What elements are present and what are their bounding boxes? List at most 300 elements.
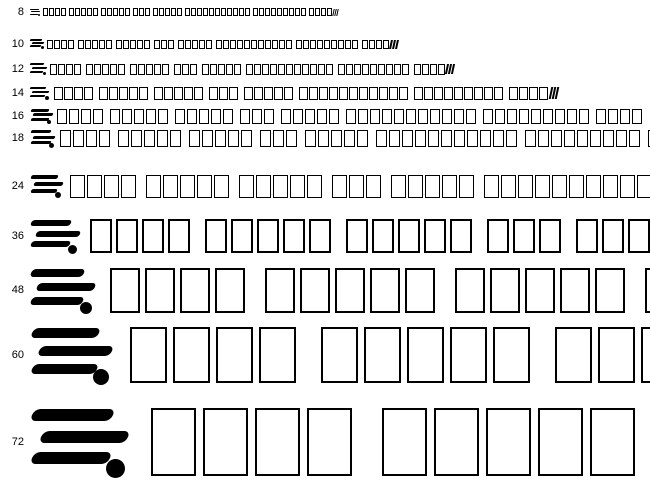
missing-glyph-box: [467, 130, 478, 147]
glyph-run: [54, 87, 548, 100]
missing-glyph-box: [106, 40, 112, 49]
missing-glyph-box: [271, 8, 276, 16]
glyph-word: [296, 40, 358, 49]
missing-glyph-box: [293, 109, 303, 124]
missing-glyph-box: [415, 130, 426, 147]
missing-glyph-box: [74, 64, 81, 75]
missing-glyph-box: [579, 109, 589, 124]
glyph-run: [90, 219, 650, 253]
missing-glyph-box: [424, 87, 433, 100]
glyph-word: [174, 64, 197, 75]
missing-glyph-box: [55, 8, 60, 16]
glyph-word: [130, 327, 296, 383]
missing-glyph-box: [123, 40, 129, 49]
missing-glyph-box: [358, 109, 368, 124]
sample-text-line: [30, 401, 650, 484]
glyph-word: [175, 109, 233, 124]
glyph-run: [57, 109, 642, 124]
glyph-word: [99, 87, 148, 100]
missing-glyph-box: [519, 87, 528, 100]
missing-glyph-box: [438, 64, 445, 75]
missing-glyph-box: [487, 219, 509, 253]
missing-glyph-box: [346, 219, 368, 253]
missing-glyph-box: [598, 327, 635, 383]
missing-glyph-box: [378, 64, 385, 75]
missing-glyph-box: [93, 8, 98, 16]
missing-glyph-box: [202, 64, 209, 75]
missing-glyph-box: [116, 219, 138, 253]
missing-glyph-box: [305, 109, 315, 124]
missing-glyph-box: [318, 130, 329, 147]
preview-row: [0, 60, 650, 78]
missing-glyph-box: [168, 40, 174, 49]
missing-glyph-box: [586, 175, 601, 198]
missing-glyph-box: [379, 87, 388, 100]
missing-glyph-box: [190, 64, 197, 75]
font-size-label: 16: [11, 109, 24, 122]
missing-glyph-box: [422, 64, 429, 75]
swash-ornament-icon: [30, 216, 86, 257]
missing-glyph-box: [529, 87, 538, 100]
missing-glyph-box: [389, 130, 400, 147]
font-size-label: 14: [11, 86, 24, 99]
missing-glyph-box: [153, 8, 158, 16]
missing-glyph-box: [154, 87, 163, 100]
missing-glyph-box: [244, 40, 250, 49]
glyph-word: [338, 64, 409, 75]
missing-glyph-box: [164, 87, 173, 100]
missing-glyph-box: [159, 8, 164, 16]
missing-glyph-box: [290, 175, 305, 198]
missing-glyph-box: [339, 87, 348, 100]
missing-glyph-box: [620, 109, 630, 124]
missing-glyph-box: [398, 219, 420, 253]
missing-glyph-box: [329, 109, 339, 124]
missing-glyph-box: [391, 175, 406, 198]
missing-glyph-box: [251, 40, 257, 49]
missing-glyph-box: [157, 130, 168, 147]
missing-glyph-box: [346, 109, 356, 124]
missing-glyph-box: [414, 87, 423, 100]
preview-row: [0, 5, 650, 19]
missing-glyph-box: [144, 40, 150, 49]
missing-glyph-box: [283, 219, 305, 253]
missing-glyph-box: [346, 64, 353, 75]
trailing-swash-marks: [333, 9, 339, 16]
missing-glyph-box: [122, 109, 132, 124]
missing-glyph-box: [134, 109, 144, 124]
swash-ornament-icon: [30, 321, 123, 390]
missing-glyph-box: [260, 130, 271, 147]
missing-glyph-box: [303, 40, 309, 49]
missing-glyph-box: [92, 40, 98, 49]
missing-glyph-box: [632, 109, 642, 124]
missing-glyph-box: [210, 64, 217, 75]
missing-glyph-box: [284, 87, 293, 100]
missing-glyph-box: [430, 64, 437, 75]
missing-glyph-box: [408, 175, 423, 198]
missing-glyph-box: [178, 40, 184, 49]
missing-glyph-box: [273, 130, 284, 147]
glyph-word: [154, 40, 174, 49]
missing-glyph-box: [73, 130, 84, 147]
missing-glyph-box: [590, 130, 601, 147]
missing-glyph-box: [49, 8, 54, 16]
missing-glyph-box: [64, 87, 73, 100]
glyph-word: [101, 8, 130, 16]
missing-glyph-box: [234, 64, 241, 75]
missing-glyph-box: [244, 87, 253, 100]
missing-glyph-box: [259, 8, 264, 16]
missing-glyph-box: [399, 87, 408, 100]
font-size-label: 48: [11, 283, 24, 296]
swash-ornament-icon: [30, 172, 67, 200]
missing-glyph-box: [202, 130, 213, 147]
missing-glyph-box: [197, 175, 212, 198]
missing-glyph-box: [577, 130, 588, 147]
missing-glyph-box: [185, 8, 190, 16]
missing-glyph-box: [286, 64, 293, 75]
missing-glyph-box: [264, 109, 274, 124]
missing-glyph-box: [274, 87, 283, 100]
glyph-word: [321, 327, 530, 383]
missing-glyph-box: [177, 8, 182, 16]
missing-glyph-box: [324, 40, 330, 49]
missing-glyph-box: [286, 40, 292, 49]
missing-glyph-box: [441, 130, 452, 147]
missing-glyph-box: [519, 109, 529, 124]
missing-glyph-box: [407, 327, 444, 383]
missing-glyph-box: [262, 64, 269, 75]
missing-glyph-box: [133, 8, 138, 16]
missing-glyph-box: [525, 130, 536, 147]
missing-glyph-box: [110, 109, 120, 124]
missing-glyph-box: [608, 109, 618, 124]
glyph-word: [110, 109, 168, 124]
missing-glyph-box: [99, 130, 110, 147]
glyph-word: [185, 8, 250, 16]
missing-glyph-box: [273, 175, 288, 198]
missing-glyph-box: [175, 109, 185, 124]
glyph-word: [205, 219, 331, 253]
missing-glyph-box: [102, 64, 109, 75]
font-size-label: 18: [11, 131, 24, 144]
glyph-word: [645, 268, 650, 313]
missing-glyph-box: [231, 219, 253, 253]
missing-glyph-box: [61, 8, 66, 16]
missing-glyph-box: [209, 87, 218, 100]
missing-glyph-box: [209, 8, 214, 16]
missing-glyph-box: [357, 130, 368, 147]
sample-text-line: [30, 85, 559, 101]
missing-glyph-box: [474, 87, 483, 100]
missing-glyph-box: [272, 40, 278, 49]
glyph-word: [151, 408, 352, 476]
missing-glyph-box: [246, 64, 253, 75]
glyph-word: [154, 87, 203, 100]
missing-glyph-box: [230, 40, 236, 49]
missing-glyph-box: [364, 327, 401, 383]
missing-glyph-box: [94, 64, 101, 75]
missing-glyph-box: [418, 109, 428, 124]
missing-glyph-box: [158, 109, 168, 124]
missing-glyph-box: [254, 87, 263, 100]
missing-glyph-box: [576, 219, 598, 253]
missing-glyph-box: [382, 408, 427, 476]
font-size-label: 72: [11, 435, 24, 448]
missing-glyph-box: [254, 64, 261, 75]
missing-glyph-box: [495, 109, 505, 124]
glyph-word: [133, 8, 150, 16]
missing-glyph-box: [116, 40, 122, 49]
missing-glyph-box: [86, 130, 97, 147]
missing-glyph-box: [402, 64, 409, 75]
glyph-word: [260, 130, 297, 147]
missing-glyph-box: [110, 268, 140, 313]
sample-text-line: [30, 216, 650, 257]
missing-glyph-box: [389, 87, 398, 100]
missing-glyph-box: [226, 64, 233, 75]
missing-glyph-box: [245, 8, 250, 16]
missing-glyph-box: [369, 40, 375, 49]
glyph-run: [47, 40, 389, 49]
missing-glyph-box: [535, 175, 550, 198]
missing-glyph-box: [154, 64, 161, 75]
missing-glyph-box: [265, 40, 271, 49]
glyph-word: [299, 87, 408, 100]
missing-glyph-box: [349, 87, 358, 100]
missing-glyph-box: [215, 268, 245, 313]
missing-glyph-box: [214, 175, 229, 198]
missing-glyph-box: [78, 40, 84, 49]
missing-glyph-box: [113, 8, 118, 16]
missing-glyph-box: [54, 40, 60, 49]
glyph-word: [265, 268, 435, 313]
missing-glyph-box: [329, 87, 338, 100]
font-size-label: 10: [11, 37, 24, 50]
missing-glyph-box: [317, 109, 327, 124]
glyph-word: [391, 175, 474, 198]
missing-glyph-box: [281, 109, 291, 124]
missing-glyph-box: [493, 327, 530, 383]
missing-glyph-box: [161, 40, 167, 49]
missing-glyph-box: [185, 40, 191, 49]
glyph-word: [130, 64, 169, 75]
missing-glyph-box: [506, 130, 517, 147]
missing-glyph-box: [93, 109, 103, 124]
missing-glyph-box: [215, 8, 220, 16]
missing-glyph-box: [57, 109, 67, 124]
missing-glyph-box: [170, 130, 181, 147]
missing-glyph-box: [310, 64, 317, 75]
missing-glyph-box: [539, 87, 548, 100]
missing-glyph-box: [110, 64, 117, 75]
swash-ornament-icon: [30, 401, 142, 484]
missing-glyph-box: [223, 109, 233, 124]
missing-glyph-box: [454, 87, 463, 100]
missing-glyph-box: [240, 109, 250, 124]
missing-glyph-box: [218, 64, 225, 75]
glyph-run: [151, 408, 650, 476]
missing-glyph-box: [283, 8, 288, 16]
missing-glyph-box: [551, 130, 562, 147]
glyph-word: [189, 130, 252, 147]
missing-glyph-box: [386, 64, 393, 75]
missing-glyph-box: [139, 8, 144, 16]
missing-glyph-box: [414, 64, 421, 75]
missing-glyph-box: [99, 40, 105, 49]
missing-glyph-box: [216, 40, 222, 49]
missing-glyph-box: [442, 109, 452, 124]
missing-glyph-box: [466, 109, 476, 124]
missing-glyph-box: [518, 175, 533, 198]
missing-glyph-box: [366, 175, 381, 198]
missing-glyph-box: [480, 130, 491, 147]
sample-text-line: [30, 38, 399, 50]
missing-glyph-box: [405, 268, 435, 313]
missing-glyph-box: [47, 40, 53, 49]
preview-row: [0, 83, 650, 104]
missing-glyph-box: [294, 64, 301, 75]
missing-glyph-box: [309, 8, 314, 16]
glyph-word: [555, 327, 650, 383]
swash-ornament-icon: [30, 128, 58, 149]
missing-glyph-box: [406, 109, 416, 124]
missing-glyph-box: [81, 8, 86, 16]
missing-glyph-box: [309, 219, 331, 253]
missing-glyph-box: [162, 64, 169, 75]
missing-glyph-box: [252, 109, 262, 124]
missing-glyph-box: [239, 8, 244, 16]
missing-glyph-box: [146, 64, 153, 75]
missing-glyph-box: [163, 175, 178, 198]
missing-glyph-box: [315, 8, 320, 16]
missing-glyph-box: [539, 219, 561, 253]
missing-glyph-box: [483, 109, 493, 124]
glyph-word: [47, 40, 74, 49]
missing-glyph-box: [629, 130, 640, 147]
glyph-word: [487, 219, 561, 253]
trailing-swash-marks: [390, 40, 399, 49]
missing-glyph-box: [174, 64, 181, 75]
glyph-word: [50, 64, 81, 75]
missing-glyph-box: [484, 175, 499, 198]
glyph-word: [509, 87, 548, 100]
preview-row: [0, 310, 650, 400]
missing-glyph-box: [278, 64, 285, 75]
missing-glyph-box: [90, 219, 112, 253]
font-size-label: 12: [11, 62, 24, 75]
missing-glyph-box: [394, 109, 404, 124]
missing-glyph-box: [450, 327, 487, 383]
missing-glyph-box: [490, 268, 520, 313]
glyph-run: [50, 64, 445, 75]
missing-glyph-box: [307, 408, 352, 476]
missing-glyph-box: [138, 64, 145, 75]
glyph-word: [110, 268, 245, 313]
glyph-word: [253, 8, 306, 16]
missing-glyph-box: [66, 64, 73, 75]
glyph-word: [484, 175, 650, 198]
missing-glyph-box: [121, 175, 136, 198]
missing-glyph-box: [620, 175, 635, 198]
missing-glyph-box: [69, 8, 74, 16]
missing-glyph-box: [370, 109, 380, 124]
glyph-word: [118, 130, 181, 147]
swash-ornament-icon: [30, 85, 52, 101]
missing-glyph-box: [277, 8, 282, 16]
missing-glyph-box: [101, 8, 106, 16]
missing-glyph-box: [199, 109, 209, 124]
missing-glyph-box: [442, 175, 457, 198]
missing-glyph-box: [118, 64, 125, 75]
missing-glyph-box: [86, 64, 93, 75]
glyph-word: [43, 8, 66, 16]
glyph-word: [305, 130, 368, 147]
missing-glyph-box: [228, 130, 239, 147]
missing-glyph-box: [434, 87, 443, 100]
missing-glyph-box: [256, 175, 271, 198]
missing-glyph-box: [50, 64, 57, 75]
missing-glyph-box: [189, 130, 200, 147]
missing-glyph-box: [564, 130, 575, 147]
missing-glyph-box: [383, 40, 389, 49]
missing-glyph-box: [81, 109, 91, 124]
glyph-word: [209, 87, 238, 100]
missing-glyph-box: [203, 408, 248, 476]
missing-glyph-box: [637, 175, 650, 198]
missing-glyph-box: [145, 268, 175, 313]
missing-glyph-box: [459, 175, 474, 198]
swash-ornament-icon: [30, 62, 49, 76]
missing-glyph-box: [191, 8, 196, 16]
missing-glyph-box: [237, 40, 243, 49]
missing-glyph-box: [464, 87, 473, 100]
missing-glyph-box: [424, 219, 446, 253]
missing-glyph-box: [129, 87, 138, 100]
missing-glyph-box: [253, 8, 258, 16]
missing-glyph-box: [104, 175, 119, 198]
missing-glyph-box: [289, 8, 294, 16]
missing-glyph-box: [555, 327, 592, 383]
missing-glyph-box: [258, 40, 264, 49]
missing-glyph-box: [543, 109, 553, 124]
glyph-word: [281, 109, 339, 124]
missing-glyph-box: [509, 87, 518, 100]
missing-glyph-box: [107, 8, 112, 16]
missing-glyph-box: [567, 109, 577, 124]
missing-glyph-box: [84, 87, 93, 100]
missing-glyph-box: [335, 268, 365, 313]
missing-glyph-box: [376, 130, 387, 147]
missing-glyph-box: [74, 87, 83, 100]
glyph-word: [60, 130, 110, 147]
missing-glyph-box: [118, 130, 129, 147]
missing-glyph-box: [279, 40, 285, 49]
missing-glyph-box: [338, 64, 345, 75]
preview-row: [0, 125, 650, 152]
missing-glyph-box: [216, 327, 253, 383]
missing-glyph-box: [331, 130, 342, 147]
missing-glyph-box: [125, 8, 130, 16]
glyph-word: [576, 219, 650, 253]
preview-row: [0, 37, 650, 52]
missing-glyph-box: [310, 40, 316, 49]
missing-glyph-box: [538, 130, 549, 147]
missing-glyph-box: [302, 64, 309, 75]
missing-glyph-box: [326, 64, 333, 75]
missing-glyph-box: [318, 64, 325, 75]
